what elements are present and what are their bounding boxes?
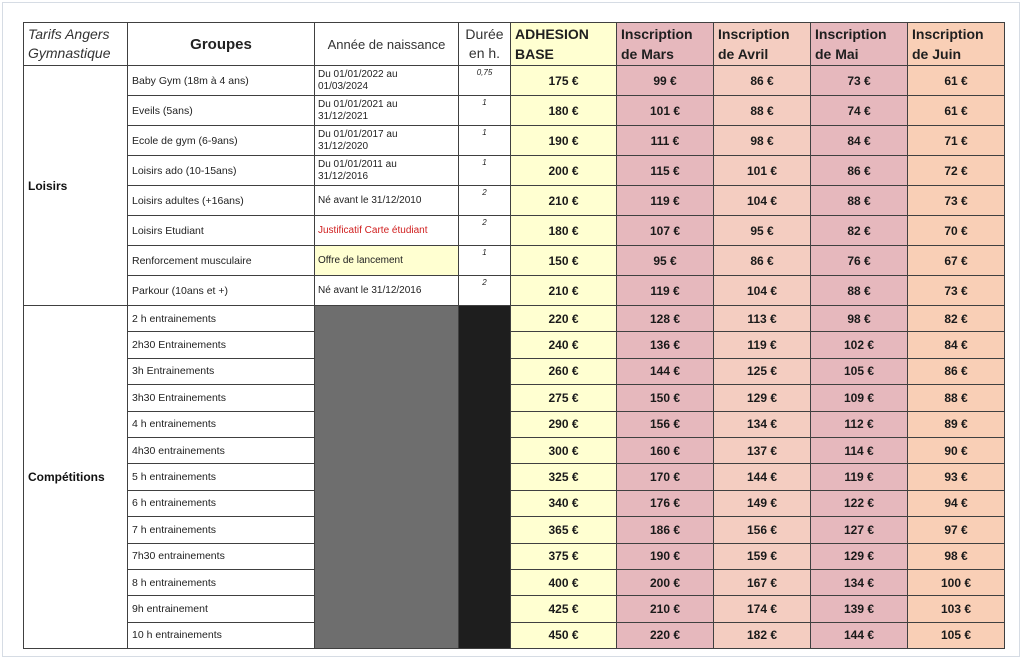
price-mars: 210 €	[617, 596, 714, 622]
annee-line-2: 31/12/2021	[318, 110, 369, 122]
price-adhesion: 340 €	[511, 490, 617, 516]
groupe-cell: Loisirs ado (10-15ans)	[128, 156, 315, 186]
price-mai: 73 €	[811, 66, 908, 96]
price-juin: 89 €	[908, 411, 1005, 437]
table-row	[24, 186, 1005, 216]
price-adhesion: 180 €	[511, 96, 617, 126]
price-mars: 99 €	[617, 66, 714, 96]
price-avril: 104 €	[714, 186, 811, 216]
price-avril: 182 €	[714, 622, 811, 648]
duree-cell: 2	[459, 276, 511, 306]
price-adhesion: 300 €	[511, 437, 617, 463]
duree-blocked-cell	[459, 306, 511, 649]
price-avril: 86 €	[714, 246, 811, 276]
groupe-cell: Baby Gym (18m à 4 ans)	[128, 66, 315, 96]
header-adhesion	[511, 23, 617, 66]
price-mars: 156 €	[617, 411, 714, 437]
price-avril: 174 €	[714, 596, 811, 622]
annee-cell	[315, 246, 459, 276]
groupe-cell: 2 h entrainements	[128, 306, 315, 332]
price-mai: 134 €	[811, 569, 908, 595]
annee-cell	[315, 156, 459, 186]
price-juin: 61 €	[908, 66, 1005, 96]
price-avril: 156 €	[714, 517, 811, 543]
price-mars: 119 €	[617, 276, 714, 306]
annee-cell	[315, 186, 459, 216]
price-avril: 167 €	[714, 569, 811, 595]
price-mars: 220 €	[617, 622, 714, 648]
table-row	[24, 156, 1005, 186]
price-mai: 86 €	[811, 156, 908, 186]
price-mars: 128 €	[617, 306, 714, 332]
price-mai: 105 €	[811, 358, 908, 384]
table-row	[24, 569, 1005, 595]
groupe-cell: Ecole de gym (6-9ans)	[128, 126, 315, 156]
price-juin: 73 €	[908, 186, 1005, 216]
groupe-cell: Parkour (10ans et +)	[128, 276, 315, 306]
price-juin: 88 €	[908, 385, 1005, 411]
category-loisirs: Loisirs	[24, 66, 128, 306]
duree-cell: 2	[459, 186, 511, 216]
table-row	[24, 216, 1005, 246]
price-mai: 84 €	[811, 126, 908, 156]
category-competitions: Compétitions	[24, 306, 128, 649]
price-mars: 176 €	[617, 490, 714, 516]
price-avril: 137 €	[714, 437, 811, 463]
header-duree-line-2: en h.	[468, 45, 501, 61]
price-mai: 127 €	[811, 517, 908, 543]
price-juin: 67 €	[908, 246, 1005, 276]
price-avril: 101 €	[714, 156, 811, 186]
price-avril: 119 €	[714, 332, 811, 358]
groupe-cell: Renforcement musculaire	[128, 246, 315, 276]
table-row	[24, 276, 1005, 306]
price-avril: 144 €	[714, 464, 811, 490]
header-duree	[459, 23, 511, 66]
table-row	[24, 332, 1005, 358]
price-mai: 76 €	[811, 246, 908, 276]
price-mai: 82 €	[811, 216, 908, 246]
price-mars: 136 €	[617, 332, 714, 358]
table-row	[24, 126, 1005, 156]
price-mai: 144 €	[811, 622, 908, 648]
price-juin: 93 €	[908, 464, 1005, 490]
price-avril: 95 €	[714, 216, 811, 246]
price-avril: 159 €	[714, 543, 811, 569]
header-avril-line-2: de Avril	[718, 46, 769, 62]
groupe-cell: Eveils (5ans)	[128, 96, 315, 126]
price-mars: 170 €	[617, 464, 714, 490]
price-adhesion: 375 €	[511, 543, 617, 569]
price-adhesion: 175 €	[511, 66, 617, 96]
table-row	[24, 411, 1005, 437]
price-juin: 71 €	[908, 126, 1005, 156]
header-avril-line-1: Inscription	[718, 26, 790, 42]
annee-cell	[315, 96, 459, 126]
header-avril	[714, 23, 811, 66]
title-line-1: Tarifs Angers	[28, 26, 110, 42]
header-juin	[908, 23, 1005, 66]
price-adhesion: 150 €	[511, 246, 617, 276]
annee-line-2: 31/12/2016	[318, 170, 369, 182]
price-avril: 113 €	[714, 306, 811, 332]
price-mars: 115 €	[617, 156, 714, 186]
price-mars: 144 €	[617, 358, 714, 384]
price-juin: 70 €	[908, 216, 1005, 246]
price-mai: 109 €	[811, 385, 908, 411]
tarifs-table	[23, 22, 1005, 649]
price-mars: 111 €	[617, 126, 714, 156]
duree-cell: 1	[459, 156, 511, 186]
price-adhesion: 260 €	[511, 358, 617, 384]
header-adhesion-line-2: BASE	[515, 46, 554, 62]
price-mai: 122 €	[811, 490, 908, 516]
price-mars: 150 €	[617, 385, 714, 411]
annee-line-1: Du 01/01/2022 au	[318, 68, 398, 80]
price-mars: 95 €	[617, 246, 714, 276]
table-row	[24, 464, 1005, 490]
price-adhesion: 400 €	[511, 569, 617, 595]
groupe-cell: 9h entrainement	[128, 596, 315, 622]
annee-cell	[315, 126, 459, 156]
groupe-cell: 3h30 Entrainements	[128, 385, 315, 411]
price-adhesion: 425 €	[511, 596, 617, 622]
price-avril: 149 €	[714, 490, 811, 516]
price-mars: 119 €	[617, 186, 714, 216]
price-adhesion: 240 €	[511, 332, 617, 358]
price-adhesion: 190 €	[511, 126, 617, 156]
header-row	[24, 23, 1005, 66]
price-avril: 129 €	[714, 385, 811, 411]
table-row	[24, 96, 1005, 126]
price-mai: 102 €	[811, 332, 908, 358]
price-adhesion: 180 €	[511, 216, 617, 246]
price-adhesion: 290 €	[511, 411, 617, 437]
price-adhesion: 450 €	[511, 622, 617, 648]
duree-cell: 1	[459, 96, 511, 126]
duree-cell: 0,75	[459, 66, 511, 96]
annee-line-1: Du 01/01/2017 au	[318, 128, 398, 140]
price-juin: 86 €	[908, 358, 1005, 384]
annee-cell	[315, 216, 459, 246]
price-juin: 94 €	[908, 490, 1005, 516]
price-adhesion: 365 €	[511, 517, 617, 543]
price-juin: 100 €	[908, 569, 1005, 595]
annee-cell	[315, 276, 459, 306]
price-mars: 190 €	[617, 543, 714, 569]
price-adhesion: 325 €	[511, 464, 617, 490]
price-avril: 125 €	[714, 358, 811, 384]
table-row	[24, 246, 1005, 276]
price-juin: 105 €	[908, 622, 1005, 648]
price-avril: 104 €	[714, 276, 811, 306]
annee-line-2: 31/12/2020	[318, 140, 369, 152]
price-mai: 139 €	[811, 596, 908, 622]
price-avril: 98 €	[714, 126, 811, 156]
price-avril: 86 €	[714, 66, 811, 96]
price-mai: 74 €	[811, 96, 908, 126]
price-adhesion: 220 €	[511, 306, 617, 332]
table-row	[24, 306, 1005, 332]
duree-cell: 1	[459, 126, 511, 156]
price-juin: 97 €	[908, 517, 1005, 543]
table-row	[24, 358, 1005, 384]
price-juin: 61 €	[908, 96, 1005, 126]
header-mars	[617, 23, 714, 66]
table-row	[24, 437, 1005, 463]
price-juin: 103 €	[908, 596, 1005, 622]
price-mars: 186 €	[617, 517, 714, 543]
annee-line-1: Du 01/01/2011 au	[318, 158, 397, 170]
price-juin: 84 €	[908, 332, 1005, 358]
header-mai-line-2: de Mai	[815, 46, 859, 62]
annee-blocked-cell	[315, 306, 459, 649]
table-row	[24, 543, 1005, 569]
price-juin: 72 €	[908, 156, 1005, 186]
annee-line-1: Né avant le 31/12/2010	[318, 194, 422, 206]
groupe-cell: 5 h entrainements	[128, 464, 315, 490]
table-row	[24, 596, 1005, 622]
price-juin: 90 €	[908, 437, 1005, 463]
price-mars: 160 €	[617, 437, 714, 463]
groupe-cell: 2h30 Entrainements	[128, 332, 315, 358]
price-mai: 114 €	[811, 437, 908, 463]
price-mai: 119 €	[811, 464, 908, 490]
duree-cell: 1	[459, 246, 511, 276]
price-mai: 112 €	[811, 411, 908, 437]
price-mai: 88 €	[811, 276, 908, 306]
price-mai: 98 €	[811, 306, 908, 332]
price-juin: 98 €	[908, 543, 1005, 569]
header-annee: Année de naissance	[315, 23, 459, 66]
price-adhesion: 210 €	[511, 276, 617, 306]
header-mars-line-2: de Mars	[621, 46, 674, 62]
duree-cell: 2	[459, 216, 511, 246]
annee-line-1: Justificatif Carte étudiant	[318, 224, 428, 236]
annee-line-1: Du 01/01/2021 au	[318, 98, 398, 110]
title-line-2: Gymnastique	[28, 45, 111, 61]
price-adhesion: 210 €	[511, 186, 617, 216]
table-row	[24, 385, 1005, 411]
price-avril: 134 €	[714, 411, 811, 437]
header-juin-line-2: de Juin	[912, 46, 962, 62]
price-adhesion: 200 €	[511, 156, 617, 186]
table-row	[24, 490, 1005, 516]
price-mars: 101 €	[617, 96, 714, 126]
header-juin-line-1: Inscription	[912, 26, 984, 42]
groupe-cell: 4h30 entrainements	[128, 437, 315, 463]
table-title	[24, 23, 128, 66]
groupe-cell: 4 h entrainements	[128, 411, 315, 437]
price-mai: 129 €	[811, 543, 908, 569]
annee-line-1: Offre de lancement	[318, 254, 403, 266]
groupe-cell: 8 h entrainements	[128, 569, 315, 595]
price-juin: 82 €	[908, 306, 1005, 332]
table-row	[24, 66, 1005, 96]
groupe-cell: 10 h entrainements	[128, 622, 315, 648]
annee-line-2: 01/03/2024	[318, 80, 369, 92]
header-adhesion-line-1: ADHESION	[515, 26, 589, 42]
header-mai	[811, 23, 908, 66]
price-avril: 88 €	[714, 96, 811, 126]
header-mai-line-1: Inscription	[815, 26, 887, 42]
groupe-cell: 3h Entrainements	[128, 358, 315, 384]
header-mars-line-1: Inscription	[621, 26, 693, 42]
groupe-cell: 7h30 entrainements	[128, 543, 315, 569]
groupe-cell: Loisirs Etudiant	[128, 216, 315, 246]
table-row	[24, 622, 1005, 648]
annee-line-1: Né avant le 31/12/2016	[318, 284, 422, 296]
groupe-cell: 7 h entrainements	[128, 517, 315, 543]
price-mars: 107 €	[617, 216, 714, 246]
price-adhesion: 275 €	[511, 385, 617, 411]
table-row	[24, 517, 1005, 543]
groupe-cell: Loisirs adultes (+16ans)	[128, 186, 315, 216]
header-duree-line-1: Durée	[465, 26, 504, 42]
annee-cell	[315, 66, 459, 96]
price-juin: 73 €	[908, 276, 1005, 306]
groupe-cell: 6 h entrainements	[128, 490, 315, 516]
price-mai: 88 €	[811, 186, 908, 216]
header-groupes: Groupes	[128, 23, 315, 66]
price-mars: 200 €	[617, 569, 714, 595]
